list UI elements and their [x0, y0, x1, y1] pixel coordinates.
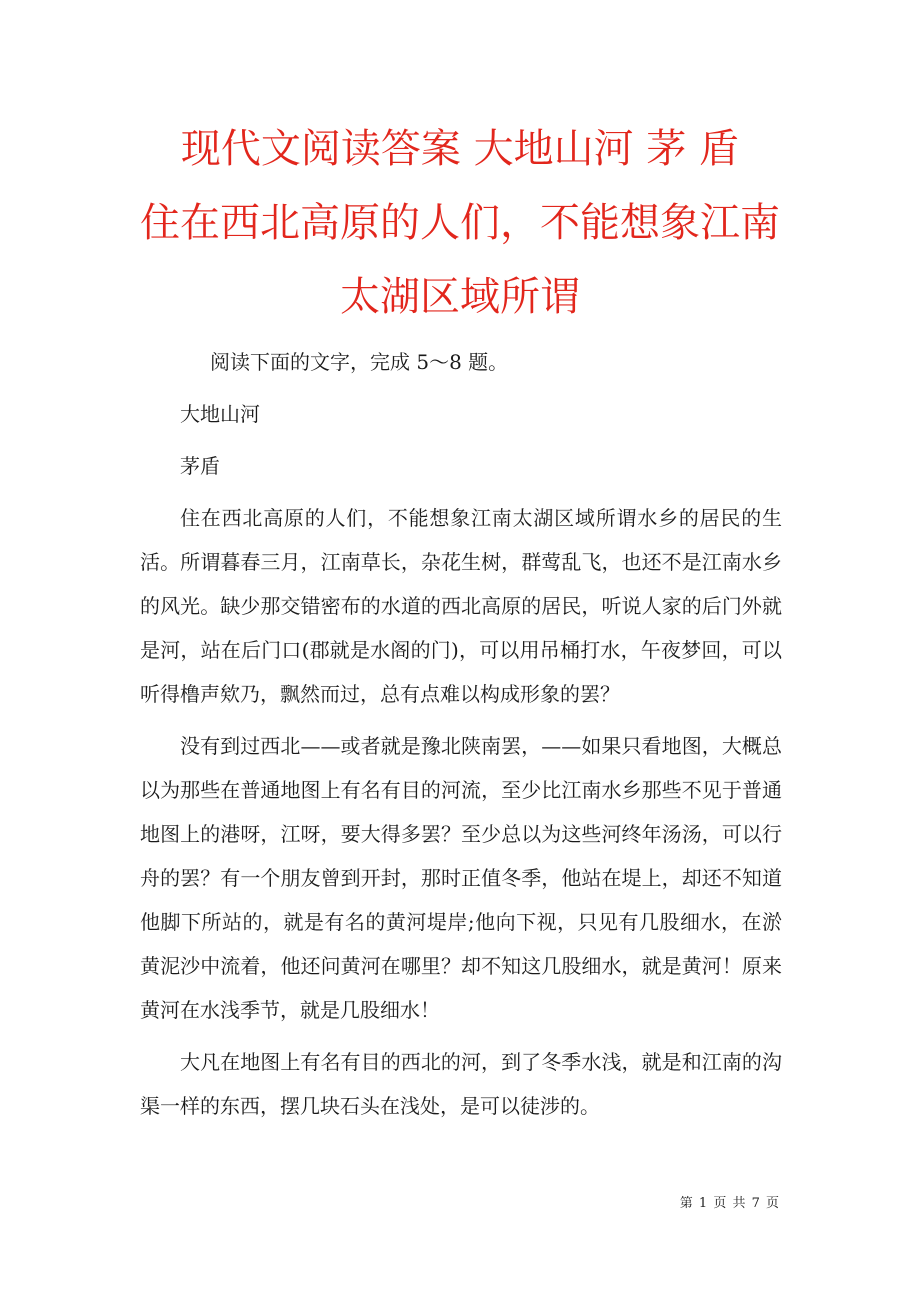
paragraph-1: 住在西北高原的人们，不能想象江南太湖区域所谓水乡的居民的生活。所谓暮春三月，江南草长，杂花生树，群莺乱飞，也还不是江南水乡的风光。缺少那交错密布的水道的西北高原的居民，听说人家的后门外就是河，站在后门口(郡就是水阁的门)，可以用吊桶打水，午夜梦回，可以听得橹声欸乃，飘然而过，总有点难以构成形象的罢？ [140, 506, 782, 706]
document-title [110, 112, 810, 334]
title-line-3: 太湖区域所谓 [340, 274, 580, 320]
paragraph-2: 没有到过西北——或者就是豫北陕南罢，——如果只看地图，大概总以为那些在普通地图上有名有目的河流，至少比江南水乡那些不见于普通地图上的港呀，江呀，要大得多罢？至少总以为这些河终年汤汤，可以行舟的罢？有一个朋友曾到开封，那时正值冬季，他站在堤上，却还不知道他脚下所站的，就是有名的黄河堤岸;他向下视，只见有几股细水，在淤黄泥沙中流着，他还问黄河在哪里？却不知这几股细水，就是黄河！原来黄河在水浅季节，就是几股细水！ [140, 734, 782, 1022]
document-body [140, 340, 782, 1136]
title-line-1: 现代文阅读答案 大地山河 茅 盾 [180, 126, 740, 172]
author-name: 茅盾 [180, 454, 220, 478]
paragraph-3: 大凡在地图上有名有目的西北的河，到了冬季水浅，就是和江南的沟渠一样的东西，摆几块石头在浅处，是可以徒涉的。 [140, 1050, 782, 1118]
essay-title: 大地山河 [180, 402, 260, 426]
page-number-footer: 第 1 页 共 7 页 [679, 1196, 780, 1211]
title-line-2: 住在西北高原的人们，不能想象江南 [140, 200, 780, 246]
instruction-text: 阅读下面的文字，完成 5～8 题。 [210, 350, 509, 374]
